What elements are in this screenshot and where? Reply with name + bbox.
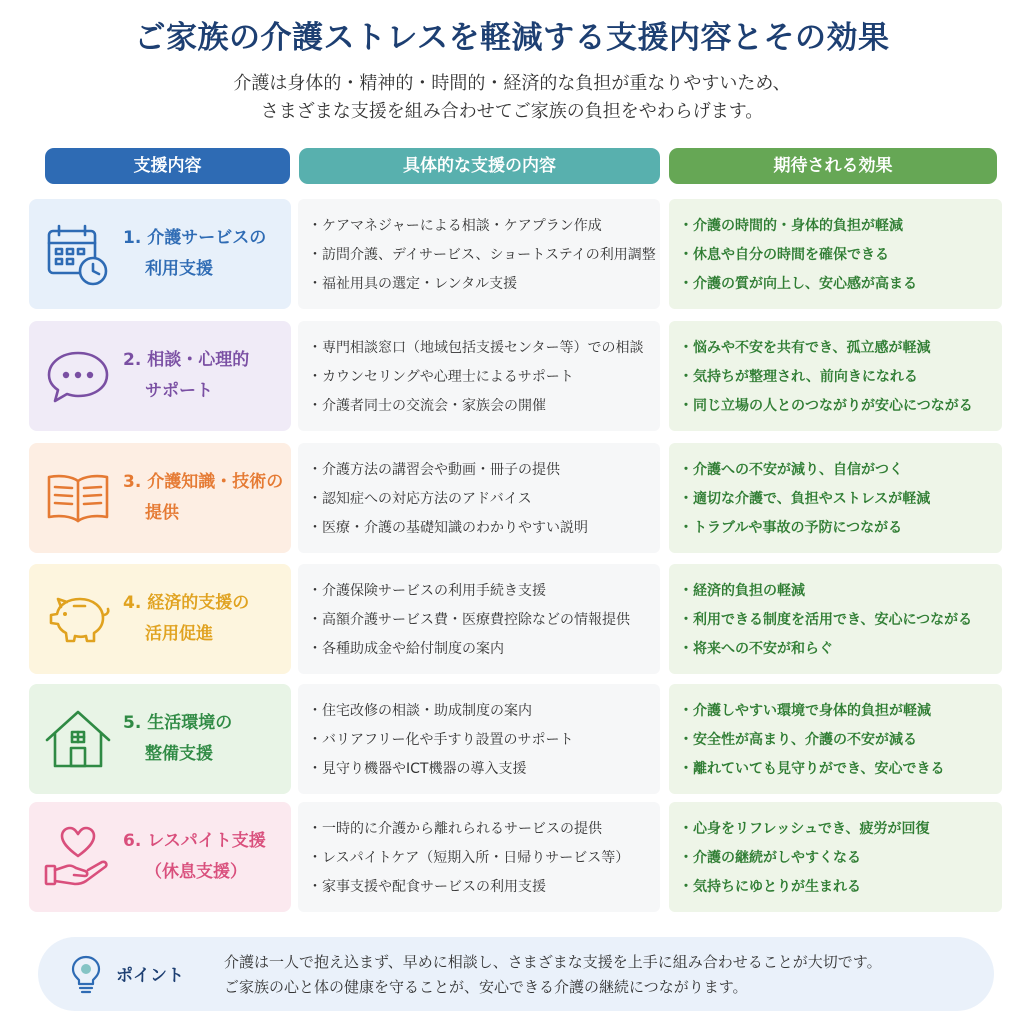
category-label [123, 826, 288, 888]
effects-cell [669, 443, 1002, 553]
effect-item: ・ 介護の時間的・身体的負担が軽減 [679, 212, 917, 241]
category-cell [29, 564, 291, 674]
category-label-line-2: 利用支援 [145, 259, 213, 279]
category-cell [29, 321, 291, 431]
category-label [123, 467, 288, 529]
lightbulb-icon [68, 954, 104, 994]
effect-item: ・ 経済的負担の軽減 [679, 577, 972, 606]
house-icon [43, 704, 113, 774]
detail-item: ・ 認知症への対応方法のアドバイス [308, 485, 588, 514]
detail-item: ・ 家事支援や配食サービスの利用支援 [308, 873, 629, 902]
point-text-line-2: ご家族の心と体の健康を守ることが、安心できる介護の継続につながります。 [224, 978, 748, 996]
detail-item: ・ 医療・介護の基礎知識のわかりやすい説明 [308, 514, 588, 543]
piggy-bank-icon [43, 584, 113, 654]
effect-item: ・ 悩みや不安を共有でき、孤立感が軽減 [679, 334, 973, 363]
header-expected-effects: 期待される効果 [669, 148, 997, 184]
effects-cell [669, 321, 1002, 431]
effects-cell [669, 684, 1002, 794]
effects-cell [669, 199, 1002, 309]
page-subtitle [0, 70, 1024, 126]
subtitle-line-1: 介護は身体的・精神的・時間的・経済的な負担が重なりやすいため、 [233, 73, 791, 94]
detail-item: ・ バリアフリー化や手すり設置のサポート [308, 726, 573, 755]
effect-item: ・ 介護への不安が減り、自信がつく [679, 456, 930, 485]
header-support-type: 支援内容 [45, 148, 290, 184]
page-title: ご家族の介護ストレスを軽減する支援内容とその効果 [134, 20, 890, 56]
effect-item: ・ 将来への不安が和らぐ [679, 635, 972, 664]
details-cell [298, 443, 660, 553]
category-label-line-1: 2. 相談・心理的 [123, 350, 250, 370]
category-label [123, 588, 288, 650]
heart-hand-icon [43, 822, 113, 892]
category-label-line-2: （休息支援） [145, 862, 247, 882]
detail-item: ・ カウンセリングや心理士によるサポート [308, 363, 643, 392]
category-cell [29, 443, 291, 553]
category-label [123, 345, 288, 407]
detail-item: ・ 高額介護サービス費・医療費控除などの情報提供 [308, 606, 630, 635]
detail-item: ・ 一時的に介護から離れられるサービスの提供 [308, 815, 629, 844]
category-label-line-1: 3. 介護知識・技術の [123, 472, 284, 492]
effect-item: ・ トラブルや事故の予防につながる [679, 514, 930, 543]
detail-item: ・ レスパイトケア（短期入所・日帰りサービス等） [308, 844, 629, 873]
category-label-line-1: 4. 経済的支援の [123, 593, 250, 613]
speech-bubble-icon [43, 341, 113, 411]
effect-item: ・ 休息や自分の時間を確保できる [679, 241, 917, 270]
category-label-line-2: 提供 [145, 503, 179, 523]
effect-item: ・ 介護しやすい環境で身体的負担が軽減 [679, 697, 944, 726]
support-row-2 [0, 321, 1024, 431]
effect-item: ・ 気持ちが整理され、前向きになれる [679, 363, 973, 392]
detail-item: ・ 訪問介護、デイサービス、ショートステイの利用調整 [308, 241, 656, 270]
category-label [123, 223, 288, 285]
detail-item: ・ 見守り機器やICT機器の導入支援 [308, 755, 573, 784]
effect-item: ・ 利用できる制度を活用でき、安心につながる [679, 606, 972, 635]
details-cell [298, 564, 660, 674]
category-cell [29, 199, 291, 309]
category-cell [29, 802, 291, 912]
effect-item: ・ 適切な介護で、負担やストレスが軽減 [679, 485, 930, 514]
point-label: ポイント [116, 966, 184, 986]
support-row-6 [0, 802, 1024, 912]
category-label-line-1: 1. 介護サービスの [123, 228, 267, 248]
details-cell [298, 199, 660, 309]
subtitle-line-2: さまざまな支援を組み合わせてご家族の負担をやわらげます。 [260, 101, 764, 122]
detail-item: ・ 専門相談窓口（地域包括支援センター等）での相談 [308, 334, 643, 363]
detail-item: ・ 住宅改修の相談・助成制度の案内 [308, 697, 573, 726]
support-row-3 [0, 443, 1024, 553]
category-label-line-2: サポート [145, 381, 213, 401]
point-text [224, 950, 882, 1000]
detail-item: ・ 介護方法の講習会や動画・冊子の提供 [308, 456, 588, 485]
point-box [38, 937, 994, 1011]
category-cell [29, 684, 291, 794]
category-label-line-1: 5. 生活環境の [123, 713, 233, 733]
category-label-line-1: 6. レスパイト支援 [123, 831, 266, 851]
details-cell [298, 321, 660, 431]
category-label [123, 708, 288, 770]
category-label-line-2: 整備支援 [145, 744, 213, 764]
effect-item: ・ 気持ちにゆとりが生まれる [679, 873, 929, 902]
support-row-4 [0, 564, 1024, 674]
support-row-5 [0, 684, 1024, 794]
effect-item: ・ 心身をリフレッシュでき、疲労が回復 [679, 815, 929, 844]
effects-cell [669, 802, 1002, 912]
point-text-line-1: 介護は一人で抱え込まず、早めに相談し、さまざまな支援を上手に組み合わせることが大切です。 [224, 953, 882, 971]
effect-item: ・ 介護の継続がしやすくなる [679, 844, 929, 873]
details-cell [298, 684, 660, 794]
header-support-details: 具体的な支援の内容 [299, 148, 660, 184]
detail-item: ・ 介護者同士の交流会・家族会の開催 [308, 392, 643, 421]
effects-cell [669, 564, 1002, 674]
detail-item: ・ 各種助成金や給付制度の案内 [308, 635, 630, 664]
calendar-clock-icon [43, 219, 113, 289]
effect-item: ・ 同じ立場の人とのつながりが安心につながる [679, 392, 973, 421]
detail-item: ・ ケアマネジャーによる相談・ケアプラン作成 [308, 212, 656, 241]
effect-item: ・ 離れていても見守りができ、安心できる [679, 755, 944, 784]
detail-item: ・ 介護保険サービスの利用手続き支援 [308, 577, 630, 606]
effect-item: ・ 介護の質が向上し、安心感が高まる [679, 270, 917, 299]
details-cell [298, 802, 660, 912]
open-book-icon [43, 463, 113, 533]
detail-item: ・ 福祉用具の選定・レンタル支援 [308, 270, 656, 299]
support-row-1 [0, 199, 1024, 309]
effect-item: ・ 安全性が高まり、介護の不安が減る [679, 726, 944, 755]
category-label-line-2: 活用促進 [145, 624, 213, 644]
